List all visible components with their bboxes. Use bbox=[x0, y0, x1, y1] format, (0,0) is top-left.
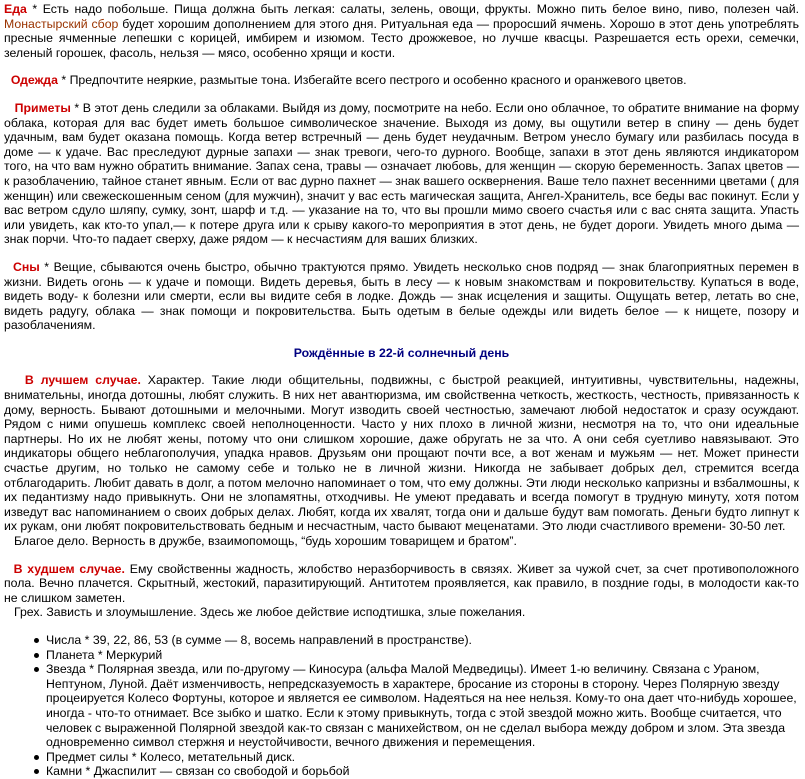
omens-text: * В этот день следили за облаками. Выйдя из дому, посмотрите на небо. Если оно облачное, то обратите внимание на форму облака, которая для вас будет иметь большое символическое значение. Выходя из дому, вы ощутили ветер в спину — день будет удачным, вам будет оказана помощь. Когда ветер встречный — день будет неудачным. Ветром унесло бумагу или разбилась посуда в доме — к удаче. Вас преследуют дурные запахи — знак тревоги, чего-то дурного. Вообще, запахи в этот день являются индикатором того, на что вам нужно обратить внимание. Запах сена, травы — означает любовь, для женщин — скорую беременность. Запах цветов — к разоблачению, тайное станет явным. Если от вас дурно пахнет — знак вашего осквернения. Ваше тело пахнет весенними цветами ( для женщин) или свежескошенным сеном (для мужчин), значит у вас есть магическая защита, Ангел-Хранитель, все беды вас покинут. Если у вас ветром сдуло шляпу, сумку, зонт, шарф и т.д. — указание на то, что вы прошли мимо своего счастья или с вас снята защита. Упасть или увидеть, как кто-то упал,— к потере друга или к срыву какого-то мероприятия в этот день, не будет дороги. Увидеть много дыма — знак порчи. Что-то падает сверху, даже рядом — к несчастиям для ваших близких. bbox=[4, 100, 800, 247]
clothes-paragraph bbox=[4, 73, 799, 88]
omens-paragraph bbox=[4, 101, 799, 247]
list-item-planet: Планета * Меркурий bbox=[46, 648, 799, 663]
list-item-stones: Камни * Джаспилит — связан со свободой и борьбой bbox=[46, 764, 799, 779]
worst-case-label: В худшем случае. bbox=[13, 561, 125, 576]
list-item-star: Звезда * Полярная звезда, или по-другому — Киносура (альфа Малой Медведицы). Имеет 1-ю величину. Связана с Ураном, Нептуном, Луной. Даёт изменчивость, непредсказуемость в характере, бросание из стороны в сторону. Через Полярную звезду процеируется Колесо Фортуны, которое и является ее символом. Надеяться на нее нельзя. Кому-то она дает что-нибудь хорошее, иногда - что-то отнимает. Все зыбко и шатко. Если к этому привыкнуть, тогда с этой звездой можно жить. Вообще считается, что человек с выраженной Полярной звездой как-то связан с манихейством, он не сделал выбора между добром и злом. Эта звезда одновременно символ стержня и неустойчивости, вечного движения и перемещения. bbox=[46, 662, 799, 750]
spacer bbox=[4, 88, 799, 101]
born-title: Рождённые в 22-й солнечный день bbox=[293, 345, 510, 360]
omens-label: Приметы bbox=[14, 100, 71, 115]
spacer bbox=[4, 360, 799, 373]
food-text-2: будет хорошим дополнением для этого дня. Ритуальная еда — проросший ячмень. Хорошо в этот день употреблять пресные ячменные лепешки с корицей, имбирем и изюмом. Тесто дрожжевое, но лучше квасцы. Разрешается есть орехи, семечки, зеленый горошек, фасоль, нельзя — мясо, особенно хрящи и кости. bbox=[4, 16, 799, 60]
spacer bbox=[4, 620, 799, 633]
dreams-label: Сны bbox=[13, 259, 40, 274]
food-text-1: * Есть надо побольше. Пища должна быть легкая: салаты, зелень, овощи, фрукты. Можно пить белое вино, пиво, полезен чай. bbox=[26, 2, 799, 16]
food-label: Еда bbox=[4, 2, 27, 16]
list-item-numbers: Числа * 39, 22, 86, 53 (в сумме — 8, восемь направлений в пространстве). bbox=[46, 633, 799, 648]
dreams-text: * Вещие, сбываются очень быстро, обычно трактуются прямо. Увидеть несколько снов подряд — знак благоприятных перемен в жизни. Видеть огонь — к удаче и помощи. Видеть деревья, быть в лесу — к новым знакомствам и покровительству. Купаться в воде, видеть воду- к болезни или смерти, если вы видите себя в лодке. Дождь — знак исцеления и защиты. Ощущать ветер, летать во сне, видеть радугу, облака — знак помощи и покровительства. Быть одетым в белые одежды или видеть белое — к нищете, позору и разоблачениям. bbox=[4, 259, 799, 333]
spacer bbox=[4, 247, 799, 260]
list-item-power-object: Предмет силы * Колесо, метательный диск. bbox=[46, 750, 799, 765]
attributes-list bbox=[4, 633, 799, 779]
spacer bbox=[4, 549, 799, 562]
best-case-extra: Благое дело. Верность в дружбе, взаимопомощь, “будь хорошим товарищем и братом”. bbox=[14, 534, 517, 548]
worst-case-extra: Грех. Зависть и злоумышление. Здесь же любое действие исподтишка, злые пожелания. bbox=[14, 605, 526, 620]
clothes-label: Одежда bbox=[10, 73, 58, 88]
spacer bbox=[4, 60, 799, 73]
best-case-label: В лучшем случае. bbox=[24, 373, 141, 388]
best-case-text: Характер. Такие люди общительны, подвижны, с быстрой реакцией, интуитивны, чувствительны, надежны, внимательны, иногда дотошны, любят служить. В них нет авантюризма, им свойственна четкость, жесткость, честность, привязанность к дому, верность. Бывают дотошными и мелочными. Могут изводить своей честностью, замечают любой недостаток и сразу осуждают. Рядом с ними опушешь комплекс своей неполноценности. Часто у них плохо в личной жизни, несмотря на то, что они идеальные партнеры. Но их не любят жены, потому что они слишком хорошие, даже обругать не за что. А они себя суетливо навязывают. Это индикаторы общего неблагополучия, упадка нравов. Друзьям они прощают почти все, а вот женам и мужьям — нет. Может принести счастье другим, но только не самому себе и только не в личной жизни. Никогда не забывает добрых дел, стремится всегда отблагодарить. Любит давать в долг, а потом мелочно напоминает о том, что ему должны. Эти люди несколько капризны и взбалмошны, к их педантизму надо привыкнуть. Они не злопамятны, отходчивы. Не умеют предавать и всегда помогут в трудную минуту, хотя потом изведут вас напоминанием о своих добрых делах. Любят, когда их хвалят, тогда они и дальше будут вам помогать. Деньги будто липнут к их рукам, они любят покровительствовать бедным и несчастным, часто бывают меценатами. Это люди счастливого времени- 30-50 лет. bbox=[4, 373, 799, 534]
monastery-tea-link[interactable]: Монастырский сбор bbox=[4, 16, 119, 31]
best-case-paragraph bbox=[4, 373, 799, 534]
dreams-paragraph bbox=[4, 260, 799, 333]
spacer bbox=[4, 333, 799, 346]
food-paragraph bbox=[4, 2, 799, 60]
worst-case-text: Ему свойственны жадность, жлобство неразборчивость в связях. Живет за чужой счет, за счет противоположного пола. Вечно плачется. Скрытный, жестокий, паразитирующий. Антитотем проявляется, как правило, в поздние годы, в молодости как-то не слишком заметен. bbox=[4, 561, 799, 605]
clothes-text: * Предпочтите неяркие, размытые тона. Избегайте всего пестрого и особенно красного и оранжевого цветов. bbox=[57, 73, 687, 88]
worst-case-paragraph bbox=[4, 562, 799, 606]
